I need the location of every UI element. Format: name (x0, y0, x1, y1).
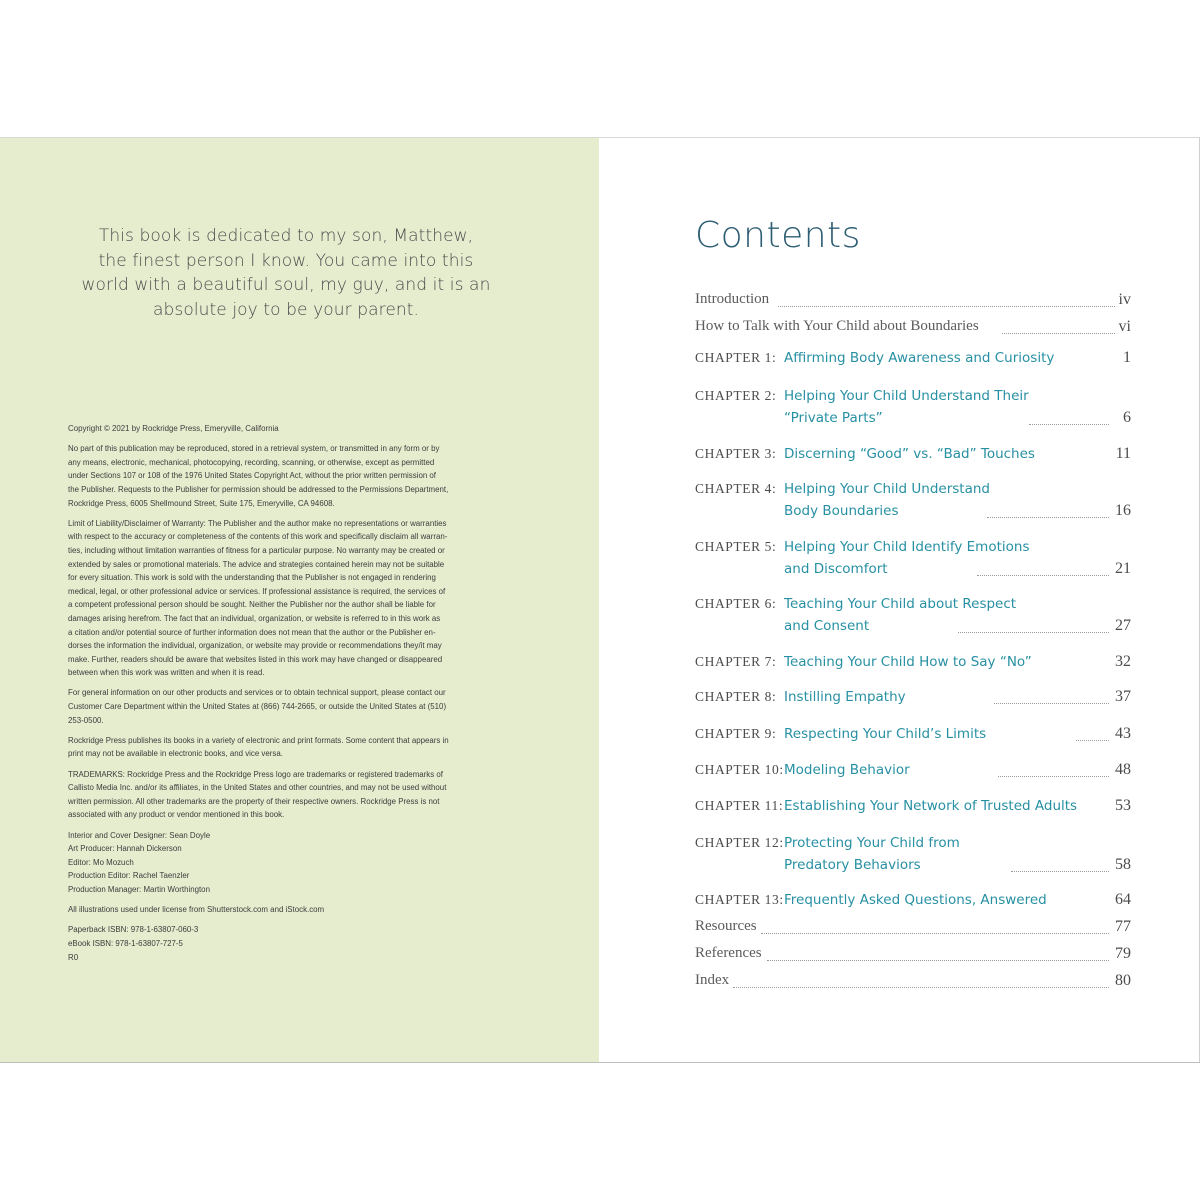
chapter-title: Respecting Your Child’s Limits (784, 726, 987, 742)
chapter-title: Protecting Your Child from (784, 835, 960, 851)
leader-dots (761, 933, 1109, 934)
copyright-line: print may not be available in electronic books, and vice versa. (68, 749, 283, 759)
copyright-line: medical, legal, or other professional advice or services. If professional assistance is required, the services of (68, 586, 446, 596)
copyright-line: any means, electronic, mechanical, photocopying, recording, scanning, or otherwise, except as permitted (68, 457, 435, 467)
chapter-title: Affirming Body Awareness and Curiosity (784, 350, 1055, 366)
copyright-line: damages arising herefrom. The fact that an individual, organization, or website is referred to in this work as (68, 613, 441, 623)
chapter-label: CHAPTER 13: (695, 892, 784, 907)
chapter-title: and Consent (784, 617, 870, 634)
chapter-label: CHAPTER 9: (695, 726, 777, 741)
chapter-label: CHAPTER 8: (695, 689, 777, 704)
copyright-paragraph (68, 903, 508, 917)
copyright-line: eBook ISBN: 978-1-63807-727-5 (68, 938, 183, 948)
dedication-line: This book is dedicated to my son, Matthew, (98, 226, 474, 246)
chapter-title: Discerning “Good” vs. “Bad” Touches (784, 446, 1035, 462)
chapter-label: CHAPTER 10: (695, 762, 784, 777)
copyright-line: Production Manager: Martin Worthington (68, 884, 210, 894)
copyright-paragraph (68, 422, 508, 436)
copyright-line: Rockridge Press publishes its books in a variety of electronic and print formats. Some content that appears in (68, 735, 449, 745)
copyright-line: Customer Care Department within the United States at (866) 744-2665, or outside the United States at (510) (68, 702, 447, 712)
chapter-label: CHAPTER 1: (695, 350, 777, 365)
copyright-line: Copyright © 2021 by Rockridge Press, Emeryville, California (68, 424, 279, 433)
toc-page-number: 48 (1115, 761, 1131, 778)
toc-page-number: 58 (1115, 855, 1131, 873)
chapter-label: CHAPTER 11: (695, 798, 784, 813)
leader-dots (778, 306, 1115, 307)
toc-page-number: 53 (1115, 797, 1131, 814)
copyright-line: For general information on our other products and services or to obtain technical support, please contact our (68, 688, 446, 698)
copyright-line: under Sections 107 or 108 of the 1976 United States Copyright Act, without the prior written permission of (68, 471, 436, 481)
chapter-title: Frequently Asked Questions, Answered (784, 892, 1047, 908)
leader-dots (1011, 871, 1109, 872)
copyright-notice (68, 422, 508, 971)
leader-dots (1076, 740, 1109, 741)
copyright-line: extended by sales or promotional materials. The advice and strategies contained herein may not be suitable (68, 559, 445, 569)
copyright-line: All illustrations used under license from Shutterstock.com and iStock.com (68, 905, 325, 915)
dedication (80, 224, 492, 322)
copyright-line: between when this work was written and when it is read. (68, 668, 265, 678)
chapter-title: Teaching Your Child about Respect (784, 596, 1017, 612)
chapter-label: CHAPTER 6: (695, 596, 777, 611)
leader-dots (767, 960, 1109, 961)
toc-page-number: 11 (1115, 445, 1131, 462)
contents-title: Contents (695, 215, 861, 256)
dedication-line: the finest person I know. You came into this (98, 250, 474, 271)
copyright-line: ties, including without limitation warranties of fitness for a particular purpose. No warranty may be created or (68, 545, 445, 555)
copyright-line: Rockridge Press, 6005 Shellmound Street, Suite 175, Emeryville, CA 94608. (68, 498, 335, 508)
toc-page-number: 32 (1115, 653, 1131, 670)
toc-page-number: 27 (1115, 616, 1131, 634)
toc-page-number: 79 (1115, 945, 1131, 962)
copyright-line: Paperback ISBN: 978-1-63807-060-3 (68, 925, 199, 935)
right-page (599, 138, 1200, 1062)
copyright-paragraph (68, 686, 508, 727)
copyright-line: a citation and/or potential source of further information does not mean that the author or the Publisher en- (68, 627, 436, 637)
left-page (0, 138, 599, 1062)
copyright-line: R0 (68, 952, 79, 962)
toc-entry-title: How to Talk with Your Child about Boundaries (695, 318, 979, 334)
dedication-line: world with a beautiful soul, my guy, and it is an (81, 275, 491, 295)
chapter-title: Predatory Behaviors (784, 856, 921, 873)
leader-dots (958, 632, 1109, 633)
chapter-title: Helping Your Child Understand (784, 481, 990, 497)
toc-entry-title: Index (695, 972, 730, 988)
copyright-paragraph (68, 517, 508, 680)
toc-entry-title: Resources (695, 918, 757, 934)
copyright-line: the Publisher. Requests to the Publisher for permission should be addressed to the Permissions Department, (68, 484, 449, 494)
copyright-line: associated with any product or vendor mentioned in this book. (68, 810, 285, 820)
toc-page-number: 16 (1115, 501, 1131, 519)
leader-dots (987, 517, 1109, 518)
chapter-title: Instilling Empathy (784, 689, 906, 705)
chapter-title: “Private Parts” (784, 409, 883, 426)
copyright-line: with respect to the accuracy or completeness of the contents of this work and specifically disclaim all warran- (68, 532, 448, 542)
chapter-title: Teaching Your Child How to Say “No” (784, 654, 1032, 670)
copyright-line: No part of this publication may be reproduced, stored in a retrieval system, or transmitted in any form or by (68, 444, 440, 454)
toc-entry-title: Introduction (695, 291, 770, 307)
toc-page-number: 64 (1115, 891, 1131, 908)
chapter-title: Modeling Behavior (784, 762, 910, 778)
toc-page-number: 43 (1115, 725, 1131, 742)
chapter-title: Body Boundaries (784, 502, 899, 519)
chapter-label: CHAPTER 2: (695, 388, 777, 403)
copyright-line: Editor: Mo Mozuch (68, 857, 134, 867)
chapter-title: Establishing Your Network of Trusted Adults (784, 798, 1078, 814)
copyright-line: Art Producer: Hannah Dickerson (68, 844, 182, 854)
toc-page-number: 1 (1123, 349, 1131, 366)
toc-page-number: 37 (1115, 688, 1131, 705)
toc-page-number: iv (1118, 291, 1131, 308)
chapter-label: CHAPTER 3: (695, 446, 777, 461)
copyright-paragraph (68, 768, 508, 822)
chapter-title: Helping Your Child Understand Their (784, 388, 1029, 404)
copyright-paragraph (68, 829, 508, 897)
chapter-label: CHAPTER 5: (695, 539, 777, 554)
copyright-paragraph (68, 923, 508, 964)
leader-dots (977, 575, 1109, 576)
leader-dots (1029, 424, 1109, 425)
toc-page-number: 6 (1123, 408, 1131, 426)
copyright-line: Interior and Cover Designer: Sean Doyle (68, 830, 211, 840)
leader-dots (998, 776, 1109, 777)
book-spread (0, 137, 1200, 1063)
leader-dots (994, 703, 1109, 704)
toc-page-number: 21 (1115, 559, 1131, 577)
copyright-line: a competent professional person should be sought. Neither the Publisher nor the author shall be liable for (68, 600, 436, 610)
chapter-label: CHAPTER 7: (695, 654, 777, 669)
copyright-paragraph (68, 734, 508, 761)
copyright-line: Callisto Media Inc. and/or its affiliates, in the United States and other countries, and may not be used without (68, 783, 447, 793)
copyright-line: Production Editor: Rachel Taenzler (68, 871, 190, 881)
chapter-title: and Discomfort (784, 560, 888, 577)
dedication-line: absolute joy to be your parent. (152, 299, 420, 320)
chapter-label: CHAPTER 4: (695, 481, 777, 496)
copyright-paragraph (68, 442, 508, 510)
leader-dots (1002, 333, 1115, 334)
toc-page-number: vi (1118, 318, 1131, 335)
leader-dots (733, 987, 1109, 988)
toc-entry-title: References (695, 945, 762, 961)
chapter-label: CHAPTER 12: (695, 835, 784, 850)
copyright-line: make. Further, readers should be aware that websites listed in this work may have changed or disappeared (68, 654, 443, 664)
chapter-title: Helping Your Child Identify Emotions (784, 539, 1030, 555)
copyright-line: TRADEMARKS: Rockridge Press and the Rockridge Press logo are trademarks or registered trademarks of (68, 769, 443, 779)
copyright-line: 253-0500. (68, 715, 104, 725)
copyright-line: Limit of Liability/Disclaimer of Warranty: The Publisher and the author make no representations or warranties (68, 518, 447, 528)
copyright-line: written permission. All other trademarks are the property of their respective owners. Rockridge Press is not (68, 796, 440, 806)
copyright-line: for every situation. This work is sold with the understanding that the Publisher is not engaged in rendering (68, 573, 436, 583)
copyright-line: dorses the information the individual, organization, or website may provide or recommendations they/it may (68, 641, 442, 651)
toc-page-number: 80 (1115, 972, 1131, 989)
toc-page-number: 77 (1115, 918, 1131, 935)
